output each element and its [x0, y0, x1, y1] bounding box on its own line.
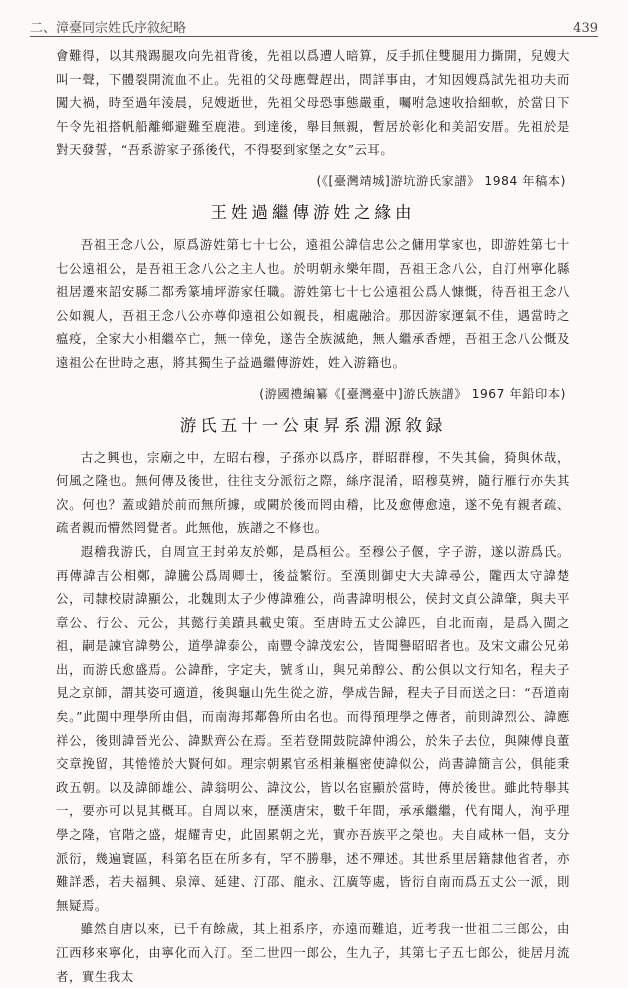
paragraph: 會難得，以其飛踢腿攻向先祖背後，先祖以爲遭人暗算，反手抓住雙腿用力撕開，兒嫂大叫一聲，下體裂開流血不止。先祖的父母應聲趕出，問詳事由，才知因嫂爲試先祖功夫而闖大禍，時至過年淩晨，兒嫂逝世，先祖父母恐事態嚴重，囑咐急速收拾細軟，於當日下午令先祖搭帆船離鄉避難至鹿港。到達後，舉目無親，暫居於彰化和美詔安厝。先祖於是對天發誓，“吾系游家子孫後代，不得娶到家堡之女”云耳。	[56, 48, 570, 158]
source-citation: (《[臺灣靖城]游坑游氏家譜》 1984 年稿本)	[316, 173, 566, 188]
header-rule	[30, 36, 598, 37]
paragraph: 古之興也，宗廟之中，左昭右穆，子孫亦以爲序，群昭群穆，不失其倫，猗與休哉，何風之隆也。無何傳及後世，往往支分派衍之際，絲序混淆，昭穆莫辨，隨行雁行亦失其次。何也？蓋或錯於前而無所據，或闕於後而罔由稽，比及愈傳愈遠，遂不免有親者疏、疏者親而懵然罔覺者。此無他，族譜之不修也。	[56, 449, 570, 536]
source-citation: (游國禮編纂《[臺灣臺中]游氏族譜》 1967 年鉛印本)	[259, 386, 566, 401]
section-story-ending	[56, 44, 570, 193]
paragraph: 吾祖王念八公，原爲游姓第七十七公，遠祖公諱信忠公之傭用掌家也，即游姓第七十七公遠祖公，是吾祖王念八公之主人也。於明朝永樂年間，吾祖王念八公，自汀州寧化縣祖居遷來詔安縣二都秀篆埔坪游家任職。游姓第七十七公遠祖公爲人慷慨，待吾祖王念八公如親人，吾祖王念八公亦尊仰遠祖公如親長，相處融洽。那因游家運氣不佳，遇當時之瘟疫，全家大小相繼卒亡，無一倖免，遂告全族滅絶，無人繼承香煙，吾祖王念八公慨及遠祖公在世時之惠，將其獨生子益過繼傳游姓，姓入游籍也。	[56, 236, 570, 370]
section-you-lineage	[56, 412, 570, 988]
section-wang-adoption	[56, 199, 570, 406]
section-heading: 王姓過繼傳游姓之緣由	[210, 202, 416, 222]
page-header	[30, 14, 598, 36]
running-title: 二、漳臺同宗姓氏序敘紀略	[30, 21, 187, 36]
paragraph: 遐稽我游氏，自周宣王封弟友於鄭，是爲桓公。至穆公子偃，字子游，遂以游爲氏。再傳諱吉公相鄭，諱騰公爲周卿士，後益繁衍。至漢則御史大夫諱尋公，隴西太守諱楚公，司隸校尉諱顯公，北魏則太子少傅諱雅公，尚書諱明根公，侯封文貞公諱肇，與夫平章公、行公、元公，其懿行美蹟具載史策。至唐時五丈公諱匹，自北而南，是爲入閩之祖，嗣是諫官諱勢公，道學諱泰公，南豐令諱茂宏公，皆聞譽昭昭者也。及宋文肅公兄弟出，而游氏愈盛焉。公諱酢，字定夫，號豸山，與兄弟醇公、酌公俱以文行知名，程夫子見之京師，謂其姿可適道，後與龜山先生從之游，學成告歸，程夫子目而送之曰：“吾道南矣。”此閩中理學所由倡，而南海邦鄰魯所由名也。而得預理學之傳者，前則諱烈公、諱應祥公，後則諱晉光公、諱默齊公在焉。至若登開鼓院諱仲鴻公，於朱子去位，與陳傅良董交章挽留，其惓惓於大賢何如。理宗朝累官丞相兼樞密使諱似公，尚書諱簡言公，俱能秉政五朝。以及諱師雄公、諱翁明公、諱汶公，皆以名宦顯於當時，傳於後世。雖此特舉其一，要亦可以見其概耳。自周以來，歷漢唐宋，數千年間，承承繼繼，代有聞人，洵乎理學之隆，官階之盛，焜耀青史，此固累朝之光，實亦吾族平之榮也。夫自咸林一倡，支分派衍，幾遍寰區，科第名臣在所多有，罕不勝舉，述不殫述。其世系里居籍隸他省者，亦難詳悉，若夫福興、泉漳、延建、汀邵、龍永、江廣等處，皆衍自南而爲五丈公一派，則無疑焉。	[56, 543, 570, 913]
page-body	[56, 44, 570, 988]
page-number: 439	[573, 21, 598, 36]
paragraph: 雖然自唐以來，已千有餘歲，其上祖系序，亦遠而難追，近考我一世祖二三郎公，由江西移來寧化，由寧化而入汀。至二世四一郎公，生九子，其第七子五七郎公，徙居月流者，實生我太	[56, 921, 570, 984]
section-heading: 游氏五十一公東昇系淵源敘録	[179, 415, 447, 435]
